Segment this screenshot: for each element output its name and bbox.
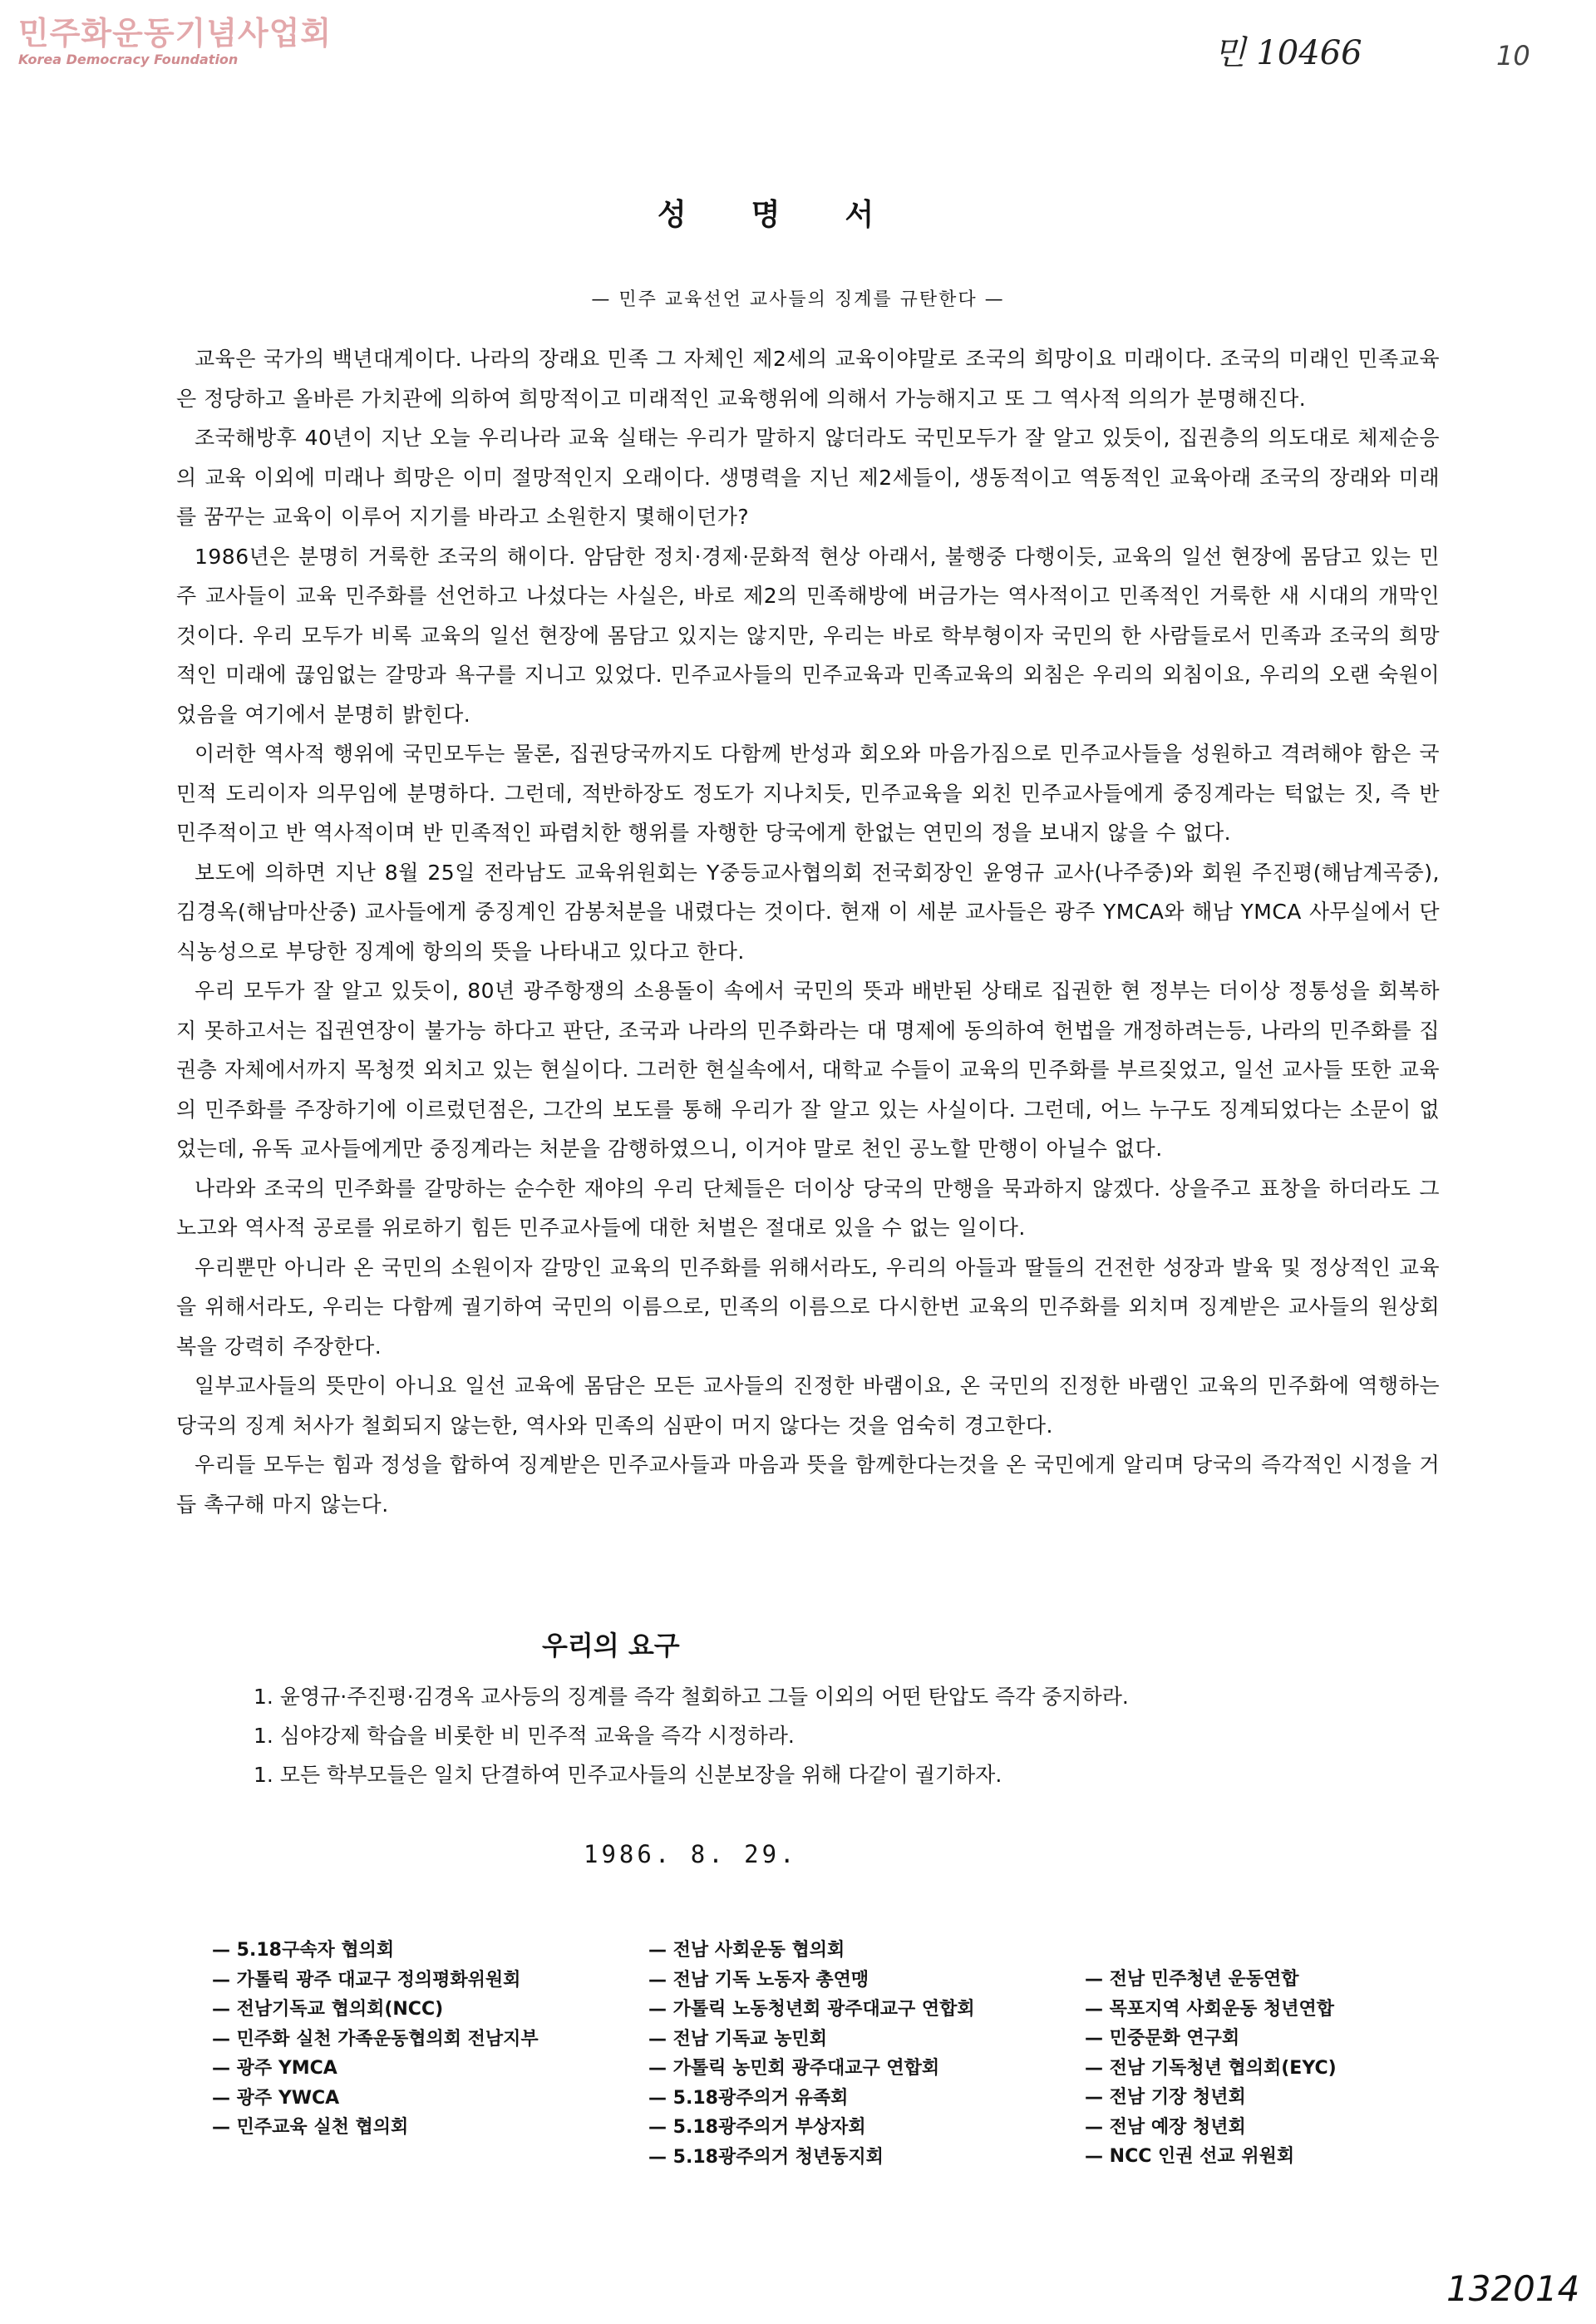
- paragraph: 보도에 의하면 지난 8월 25일 전라남도 교육위원회는 Y중등교사협의회 전국회장인 윤영규 교사(나주중)와 회원 주진평(해남계곡중), 김경옥(해남마산중) 교사들에게 중징계인 감봉처분을 내렸다는 것이다. 현재 이 세분 교사들은 광주 YMCA와 해남 YMCA 사무실에서 단식농성으로 부당한 징계에 항의의 뜻을 나타내고 있다고 한다.: [176, 860, 1440, 964]
- demand-item: 1. 심야강제 학습을 비롯한 비 민주적 교육을 즉각 시정하라.: [254, 1724, 795, 1748]
- org-item: — 전남 사회운동 협의회: [648, 1940, 845, 1961]
- org-item: — 민주교육 실천 협의회: [212, 2117, 409, 2138]
- org-item: — 가톨릭 노동청년회 광주대교구 연합회: [648, 1999, 975, 2020]
- logo-english-text: Korea Democracy Foundation: [18, 52, 239, 67]
- org-column-1: [212, 1936, 539, 2143]
- org-item: — 전남 기독교 농민회: [648, 2028, 827, 2050]
- org-item: — 광주 YWCA: [212, 2087, 340, 2109]
- paragraph: 이러한 역사적 행위에 국민모두는 물론, 집권당국까지도 다함께 반성과 회오와 마음가짐으로 민주교사들을 성원하고 격려해야 함은 국민적 도리이자 의무임에 분명하다. 그런데, 적반하장도 정도가 지나치듯, 민주교육을 외친 민주교사들에게 중징계라는 턱없는 짓, 즉 반 민주적이고 반 역사적이며 반 민족적인 파렴치한 행위를 자행한 당국에게 한없는 연민의 정을 보내지 않을 수 없다.: [176, 742, 1440, 845]
- demands-heading: 우리의 요구: [542, 1630, 680, 1661]
- org-item: — NCC 인권 선교 위원회: [1085, 2146, 1295, 2167]
- org-column-3: [1085, 1965, 1337, 2172]
- paragraph: 나라와 조국의 민주화를 갈망하는 순수한 재야의 우리 단체들은 더이상 당국의 만행을 묵과하지 않겠다. 상을주고 표창을 하더라도 그 노고와 역사적 공로를 위로하기 힘든 민주교사들에 대한 처벌은 절대로 있을 수 없는 일이다.: [176, 1176, 1440, 1240]
- org-item: — 광주 YMCA: [212, 2058, 337, 2079]
- statement-body: [176, 339, 1440, 1524]
- handwritten-document-number: 132014: [1446, 2268, 1580, 2309]
- org-item: — 전남 민주청년 운동연합: [1085, 1969, 1299, 1990]
- paragraph: 조국해방후 40년이 지난 오늘 우리나라 교육 실태는 우리가 말하지 않더라도 국민모두가 잘 알고 있듯이, 집권층의 의도대로 체제순응의 교육 이외에 미래나 희망은 이미 절망적인지 오래이다. 생명력을 지닌 제2세들이, 생동적이고 역동적인 교육아래 조국의 장래와 미래를 꿈꾸는 교육이 이루어 지기를 바라고 소원한지 몇해이던가?: [176, 426, 1440, 529]
- org-item: — 5.18광주의거 유족회: [648, 2087, 849, 2109]
- handwritten-page-mark: 10: [1496, 40, 1530, 72]
- org-item: — 민중문화 연구회: [1085, 2028, 1240, 2049]
- org-item: — 5.18광주의거 청년동지회: [648, 2146, 884, 2168]
- org-column-2: [648, 1936, 975, 2172]
- paragraph: 교육은 국가의 백년대계이다. 나라의 장래요 민족 그 자체인 제2세의 교육이야말로 조국의 희망이요 미래이다. 조국의 미래인 민족교육은 정당하고 올바른 가치관에 의하여 희망적이고 미래적인 교육행위에 의해서 가능해지고 또 그 역사적 의의가 분명해진다.: [176, 347, 1440, 411]
- paragraph: 1986년은 분명히 거룩한 조국의 해이다. 암담한 정치·경제·문화적 현상 아래서, 불행중 다행이듯, 교육의 일선 현장에 몸담고 있는 민주 교사들이 교육 민주화를 선언하고 나섰다는 사실은, 바로 제2의 민족해방에 버금가는 역사적이고 민족적인 거룩한 새 시대의 개막인 것이다. 우리 모두가 비록 교육의 일선 현장에 몸담고 있지는 않지만, 우리는 바로 학부형이자 국민의 한 사람들로서 민족과 조국의 희망적인 미래에 끊임없는 갈망과 욕구를 지니고 있었다. 민주교사들의 민주교육과 민족교육의 외침은 우리의 외침이요, 우리의 오랜 숙원이었음을 여기에서 분명히 밝힌다.: [176, 544, 1440, 727]
- org-item: — 전남 기독 노동자 총연맹: [648, 1969, 869, 1991]
- org-item: — 가톨릭 광주 대교구 정의평화위원회: [212, 1969, 521, 1991]
- org-item: — 목포지역 사회운동 청년연합: [1085, 1998, 1335, 2020]
- signatory-organizations: [212, 1936, 1475, 2169]
- demand-item: 1. 모든 학부모들은 일치 단결하여 민주교사들의 신분보장을 위해 다같이 궐기하자.: [254, 1763, 1002, 1787]
- org-item: — 5.18구속자 협의회: [212, 1940, 395, 1961]
- org-item: — 전남 기독청년 협의회(EYC): [1085, 2057, 1337, 2079]
- demands-list: [254, 1677, 1459, 1794]
- org-item: — 전남 예장 청년회: [1085, 2116, 1246, 2138]
- org-item: — 전남기독교 협의회(NCC): [212, 1999, 444, 2020]
- paragraph: 우리뿐만 아니라 온 국민의 소원이자 갈망인 교육의 민주화를 위해서라도, 우리의 아들과 딸들의 건전한 성장과 발육 및 정상적인 교육을 위해서라도, 우리는 다함께 궐기하여 국민의 이름으로, 민족의 이름으로 다시한번 교육의 민주화를 외치며 징계받은 교사들의 원상회복을 강력히 주장한다.: [176, 1255, 1440, 1359]
- demand-item: 1. 윤영규·주진평·김경옥 교사등의 징계를 즉각 철회하고 그들 이외의 어떤 탄압도 즉각 중지하라.: [254, 1685, 1129, 1709]
- org-item: — 민주화 실천 가족운동협의회 전남지부: [212, 2028, 539, 2050]
- foundation-logo: [18, 15, 332, 68]
- paragraph: 일부교사들의 뜻만이 아니요 일선 교육에 몸담은 모든 교사들의 진정한 바램이요, 온 국민의 진정한 바램인 교육의 민주화에 역행하는 당국의 징계 처사가 철회되지 않는한, 역사와 민족의 심판이 머지 않다는 것을 엄숙히 경고한다.: [176, 1374, 1440, 1438]
- paragraph: 우리들 모두는 힘과 정성을 합하여 징계받은 민주교사들과 마음과 뜻을 함께한다는것을 온 국민에게 알리며 당국의 즉각적인 시정을 거듭 촉구해 마지 않는다.: [176, 1453, 1440, 1517]
- org-item: — 가톨릭 농민회 광주대교구 연합회: [648, 2058, 940, 2079]
- statement-date: 1986. 8. 29.: [584, 1840, 798, 1868]
- org-item: — 5.18광주의거 부상자회: [648, 2117, 866, 2138]
- paragraph: 우리 모두가 잘 알고 있듯이, 80년 광주항쟁의 소용돌이 속에서 국민의 뜻과 배반된 상태로 집권한 현 정부는 더이상 정통성을 회복하지 못하고서는 집권연장이 불가능 하다고 판단, 조국과 나라의 민주화라는 대 명제에 동의하여 헌법을 개정하려는등, 나라의 민주화를 집권층 자체에서까지 목청껏 외치고 있는 현실이다. 그러한 현실속에서, 대학교 수들이 교육의 민주화를 부르짖었고, 일선 교사들 또한 교육의 민주화를 주장하기에 이르렀던점은, 그간의 보도를 통해 우리가 잘 알고 있는 사실이다. 그런데, 어느 누구도 징계되었다는 소문이 없었는데, 유독 교사들에게만 중징계라는 처분을 감행하였으니, 이거야 말로 천인 공노할 만행이 아닐수 없다.: [176, 979, 1440, 1161]
- logo-korean-text: 민주화운동기념사업회: [18, 15, 332, 52]
- handwritten-archive-number: 민 10466: [1214, 34, 1362, 72]
- org-item: — 전남 기장 청년회: [1085, 2087, 1246, 2108]
- document-subtitle: — 민주 교육선언 교사들의 징계를 규탄한다 —: [591, 289, 1005, 310]
- document-title: 성명서: [657, 198, 939, 232]
